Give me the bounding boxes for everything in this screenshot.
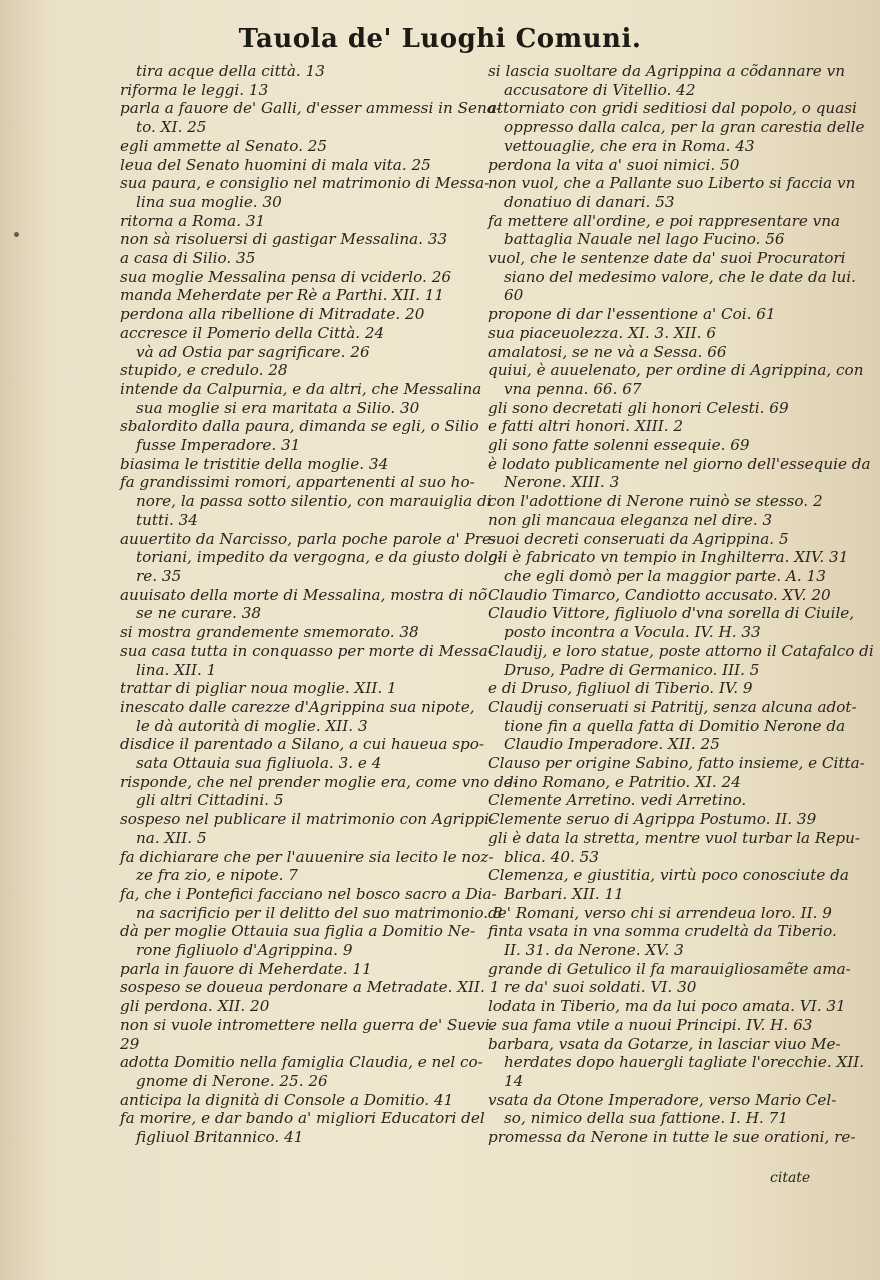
index-entry-line: blica. 40. 53 (504, 847, 599, 866)
index-entry-line: tira acque della città. 13 (136, 62, 325, 80)
index-entry-line: Nerone. XIII. 3 (504, 473, 620, 492)
index-entry-line: Barbari. XII. 11 (504, 884, 624, 903)
index-entry-line: vsata da Otone Imperadore, verso Mario Cel- (488, 1090, 837, 1109)
index-entry-line: và ad Ostia par sagrificare. 26 (136, 342, 370, 361)
index-entry-line: lodata in Tiberio, ma da lui poco amata. VI. 31 (488, 997, 846, 1016)
index-entry-line: leua del Senato huomini di mala vita. 25 (120, 155, 431, 174)
index-entry-line: non sà risoluersi di gastigar Messalina. 33 (120, 230, 448, 249)
index-entry-line: intende da Calpurnia, e da altri, che Messalina (120, 379, 482, 398)
index-entry-line: adotta Domitio nella famiglia Claudia, e nel co- (120, 1053, 483, 1072)
index-entry-line: Claudij, e loro statue, poste attorno il Catafalco di (488, 641, 874, 660)
index-entry-line: tione fin a quella fatta di Domitio Nerone da (504, 716, 846, 735)
index-entry-line: toriani, impedito da vergogna, e da giusto dolo- (136, 548, 503, 567)
index-entry-line: manda Meherdate per Rè a Parthi. XII. 11 (120, 286, 445, 305)
index-entry-line: vna penna. 66. 67 (504, 379, 642, 398)
index-entry-line: lina. XII. 1 (136, 660, 217, 679)
index-entry-line: disdice il parentado a Silano, a cui haueua spo- (120, 735, 485, 754)
index-entry-line: grande di Getulico il fa marauigliosamẽte ama- (488, 959, 851, 978)
index-entry-line: 60 (504, 286, 524, 305)
index-entry-line: se ne curare. 38 (136, 604, 262, 623)
index-entry-line: con l'adottione di Nerone ruinò se stesso. 2 (488, 492, 823, 511)
index-entry-line: Claudio Imperadore. XII. 25 (504, 735, 720, 754)
index-entry-line: barbara, vsata da Gotarze, in lasciar viuo Me- (488, 1034, 841, 1053)
index-entry-line: e sua fama vtile a nuoui Principi. IV. H. 63 (488, 1015, 813, 1034)
index-entry-line: vuol, che le sentenze date da' suoi Procuratori (488, 249, 846, 268)
index-entry-line: risponde, che nel prender moglie era, come vno de- (120, 772, 518, 791)
index-entry-line: accusatore di Vitellio. 42 (504, 80, 696, 99)
index-entry-line: dà per moglie Ottauia sua figlia a Domitio Ne- (120, 922, 476, 941)
index-entry-line: gli altri Cittadini. 5 (136, 791, 284, 810)
index-entry-line: sospeso nel publicare il matrimonio con Agrippi- (120, 810, 495, 829)
index-entry-line: stupido, e credulo. 28 (120, 361, 288, 380)
index-entry-line: fa morire, e dar bando a' migliori Educatori del (120, 1109, 485, 1128)
index-entry-line: e di Druso, figliuol di Tiberio. IV. 9 (488, 679, 753, 698)
index-entry-line: perdona alla ribellione di Mitradate. 20 (120, 305, 425, 324)
index-column-right (488, 62, 874, 1262)
index-entry-line: fusse Imperadore. 31 (136, 436, 301, 455)
index-entry-line: è lodato publicamente nel giorno dell'essequie da (488, 454, 871, 473)
index-entry-line: siano del medesimo valore, che le date da lui. (504, 267, 856, 286)
index-entry-line: gnome di Nerone. 25. 26 (136, 1071, 328, 1090)
index-entry-line: fa, che i Pontefici facciano nel bosco sacro a Dia- (120, 884, 497, 903)
index-entry-line: lina sua moglie. 30 (136, 192, 282, 211)
index-entry-line: quiui, è auuelenato, per ordine di Agrippina, con (488, 361, 864, 380)
index-entry-line: 29 (120, 1034, 140, 1053)
index-entry-line: a casa di Silio. 35 (120, 249, 256, 268)
index-entry-line: posto incontra a Vocula. IV. H. 33 (504, 623, 761, 642)
index-entry-line: propone di dar l'essentione a' Coi. 61 (488, 305, 776, 324)
index-entry-line: Clemente seruo di Agrippa Postumo. II. 39 (488, 810, 817, 829)
index-entry-line: Claudio Timarco, Candiotto accusato. XV. 20 (488, 585, 831, 604)
index-entry-line: perdona la vita a' suoi nimici. 50 (488, 155, 740, 174)
index-entry-line: si mostra grandemente smemorato. 38 (120, 623, 419, 642)
index-entry-line: auuertito da Narcisso, parla poche parole a' Pre- (120, 529, 497, 548)
index-entry-line: sua paura, e consiglio nel matrimonio di Messa- (120, 174, 490, 193)
catchword: citate (770, 1170, 811, 1186)
index-entry-line: fa grandissimi romori, appartenenti al suo ho- (120, 473, 475, 492)
index-entry-line: gli perdona. XII. 20 (120, 997, 270, 1016)
index-entry-line: anticipa la dignità di Console a Domitio. 41 (120, 1090, 454, 1109)
index-entry-line: biasima le tristitie della moglie. 34 (120, 454, 389, 473)
index-entry-line: na. XII. 5 (136, 828, 207, 847)
page-title: Tauola de' Luoghi Comuni. (238, 24, 642, 54)
index-entry-line: na sacrificio per il delitto del suo matrimonio. 8 (136, 903, 503, 922)
index-entry-line: che egli domò per la maggior parte. A. 13 (504, 566, 826, 585)
index-entry-line: II. 31. da Nerone. XV. 3 (504, 941, 684, 960)
index-entry-line: sua moglie si era maritata a Silio. 30 (136, 398, 420, 417)
index-entry-line: donatiuo di danari. 53 (504, 192, 675, 211)
index-entry-line: egli ammette al Senato. 25 (120, 136, 328, 155)
index-entry-line: vettouaglie, che era in Roma. 43 (504, 136, 755, 155)
index-entry-line: to. XI. 25 (136, 118, 207, 137)
index-entry-line: figliuol Britannico. 41 (136, 1128, 304, 1147)
index-entry-line: suoi decreti conseruati da Agrippina. 5 (488, 529, 789, 548)
index-entry-line: non vuol, che a Pallante suo Liberto si faccia vn (488, 174, 856, 193)
index-entry-line: sbalordito dalla paura, dimanda se egli, o Silio (120, 417, 479, 436)
index-entry-line: fa dichiarare che per l'auuenire sia lecito le noz- (120, 847, 494, 866)
index-entry-line: re. 35 (136, 566, 182, 585)
index-entry-line: le dà autorità di moglie. XII. 3 (136, 716, 368, 735)
index-entry-line: attorniato con gridi seditiosi dal popolo, o quasi (488, 99, 857, 118)
index-entry-line: tutti. 34 (136, 510, 198, 529)
index-entry-line: Clauso per origine Sabino, fatto insieme, e Citta- (488, 754, 865, 773)
index-entry-line: sata Ottauia sua figliuola. 3. e 4 (136, 754, 382, 773)
index-entry-line: ze fra zio, e nipote. 7 (136, 866, 298, 885)
index-entry-line: sospeso se doueua perdonare a Metradate. XII. 1 (120, 978, 500, 997)
index-entry-line: gli sono fatte solenni essequie. 69 (488, 436, 750, 455)
index-entry-line: parla a fauore de' Galli, d'esser ammessi in Sena- (120, 99, 501, 118)
index-entry-line: Clemente Arretino. vedi Arretino. (488, 791, 747, 810)
index-entry-line: ritorna a Roma. 31 (120, 211, 266, 230)
index-entry-line: fa mettere all'ordine, e poi rappresentare vna (488, 211, 841, 230)
index-entry-line: Clemenza, e giustitia, virtù poco conosciute da (488, 866, 849, 885)
index-entry-line: accresce il Pomerio della Città. 24 (120, 323, 385, 342)
index-entry-line: rone figliuolo d'Agrippina. 9 (136, 941, 353, 960)
index-entry-line: non gli mancaua eleganza nel dire. 3 (488, 510, 773, 529)
index-entry-line: Druso, Padre di Germanico. III. 5 (504, 660, 760, 679)
index-entry-line: parla in fauore di Meherdate. 11 (120, 959, 372, 978)
index-entry-line: so, nimico della sua fattione. I. H. 71 (504, 1109, 788, 1128)
index-entry-line: de' Romani, verso chi si arrendeua loro. II. 9 (488, 903, 832, 922)
index-entry-line: sua moglie Messalina pensa di vciderlo. 26 (120, 267, 452, 286)
index-entry-line: nore, la passa sotto silentio, con marauiglia di (136, 492, 492, 511)
index-entry-line: inescato dalle carezze d'Agrippina sua nipote, (120, 697, 475, 716)
index-entry-line: battaglia Nauale nel lago Fucino. 56 (504, 230, 785, 249)
index-entry-line: finta vsata in vna somma crudeltà da Tiberio. (488, 922, 837, 941)
binding-hole (14, 232, 19, 237)
index-entry-line: oppresso dalla calca, per la gran carestia delle (504, 118, 865, 137)
index-entry-line: si lascia suoltare da Agrippina a cõdannare vn (488, 62, 845, 80)
index-entry-line: riforma le leggi. 13 (120, 80, 269, 99)
index-entry-line: auuisato della morte di Messalina, mostra di nõ (120, 585, 488, 604)
index-entry-line: re da' suoi soldati. VI. 30 (504, 978, 697, 997)
index-entry-line: sua casa tutta in conquasso per morte di Messa- (120, 641, 493, 660)
index-entry-line: gli è fabricato vn tempio in Inghilterra. XIV. 31 (488, 548, 849, 567)
index-entry-line: Claudio Vittore, figliuolo d'vna sorella di Ciuile, (488, 604, 855, 623)
index-entry-line: amalatosi, se ne và a Sessa. 66 (488, 342, 727, 361)
index-entry-line: non si vuole intromettere nella guerra de' Suevi. (120, 1015, 495, 1034)
index-entry-line: 14 (504, 1071, 524, 1090)
index-entry-line: herdates dopo hauergli tagliate l'orecchie. XII. (504, 1053, 865, 1072)
index-entry-line: gli è data la stretta, mentre vuol turbar la Repu- (488, 828, 860, 847)
index-entry-line: promessa da Nerone in tutte le sue orationi, re- (488, 1128, 856, 1147)
index-entry-line: sua piaceuolezza. XI. 3. XII. 6 (488, 323, 716, 342)
index-entry-line: dino Romano, e Patritio. XI. 24 (504, 772, 741, 791)
index-entry-line: Claudij conseruati si Patritij, senza alcuna adot- (488, 697, 857, 716)
index-entry-line: gli sono decretati gli honori Celesti. 69 (488, 398, 789, 417)
index-entry-line: trattar di pigliar noua moglie. XII. 1 (120, 679, 397, 698)
index-entry-line: e fatti altri honori. XIII. 2 (488, 417, 684, 436)
